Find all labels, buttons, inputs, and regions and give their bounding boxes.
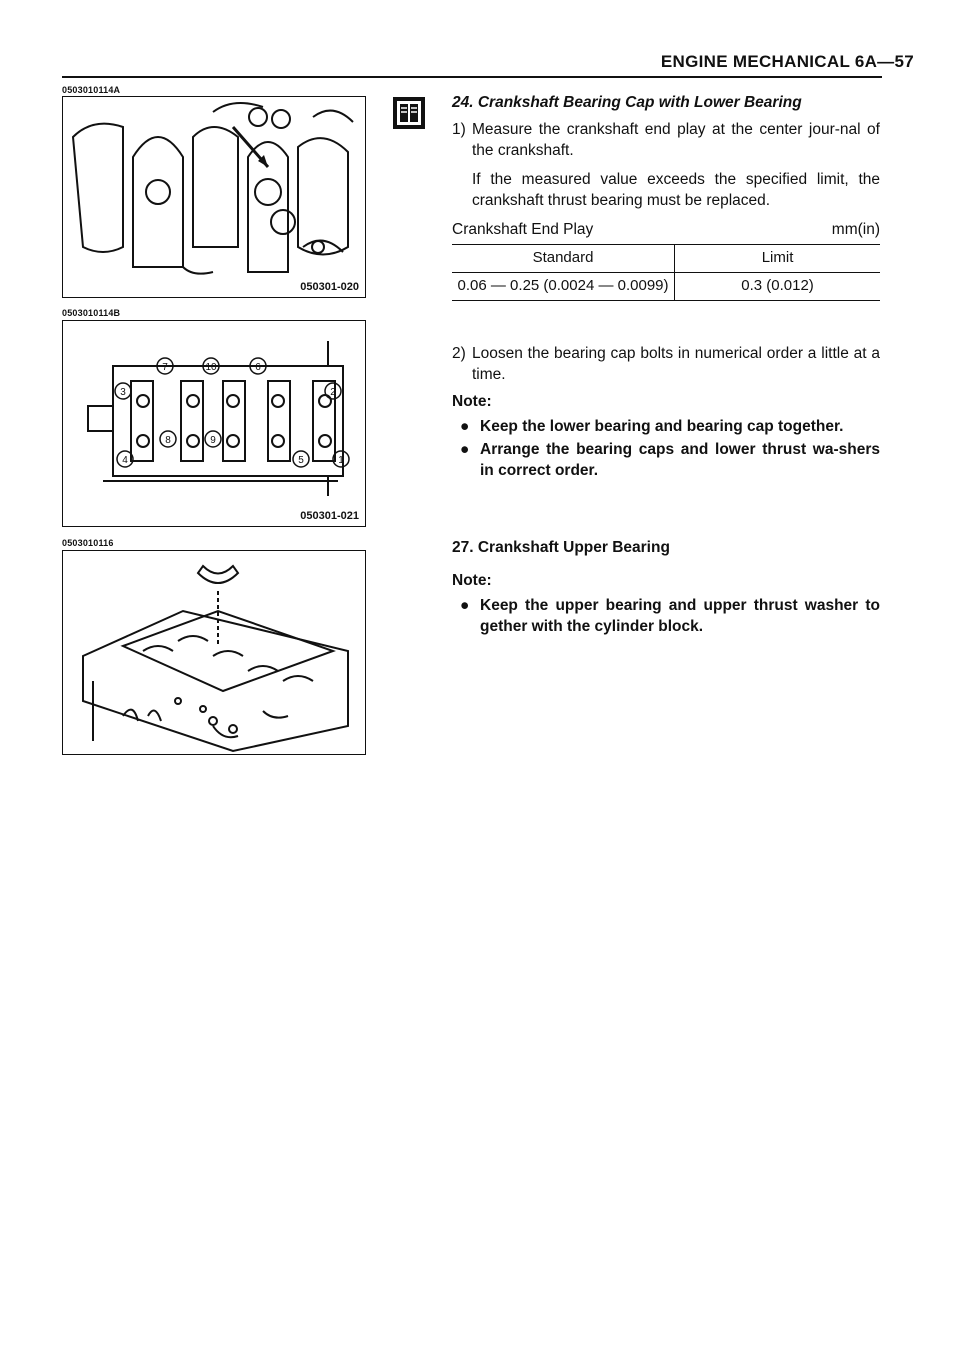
- list-item: ● Keep the upper bearing and upper thrust washer to gether with the cylinder block.: [452, 595, 880, 637]
- bolt-label-5: 5: [298, 455, 304, 466]
- figure-2-code: 050301-021: [300, 510, 359, 522]
- section-24-notes: [452, 416, 880, 481]
- figure-1: [62, 96, 366, 298]
- bolt-label-3: 3: [120, 387, 126, 398]
- crankshaft-end-play-illustration: [63, 97, 365, 297]
- step-2-text: Loosen the bearing cap bolts in numerical order a little at a time.: [472, 345, 880, 383]
- procedure-content: [452, 92, 880, 639]
- header-rule: [62, 76, 882, 78]
- section-27-note-label: Note:: [452, 572, 492, 589]
- cylinder-block-upper-bearing-illustration: [63, 551, 365, 754]
- page-header: ENGINE MECHANICAL 6A—57: [660, 52, 914, 71]
- step-1-number: 1): [452, 121, 466, 138]
- figure-3-ref: 0503010116: [62, 538, 114, 548]
- table-header-limit: Limit: [761, 249, 794, 266]
- step-2: [452, 343, 880, 385]
- table-header-standard: Standard: [452, 245, 675, 273]
- step-1-text: Measure the crankshaft end play at the center jour-nal of the crankshaft.: [472, 121, 880, 159]
- section-27-notes: [452, 595, 880, 637]
- bearing-cap-bolt-order-diagram: [63, 321, 365, 526]
- bolt-label-1: 1: [338, 455, 344, 466]
- bolt-label-8: 8: [165, 435, 171, 446]
- bullet-icon: ●: [460, 441, 470, 458]
- figure-2-ref: 0503010114B: [62, 308, 121, 318]
- figure-3: [62, 550, 366, 755]
- end-play-table: [452, 244, 880, 301]
- step-1: [452, 119, 880, 161]
- table-cell-standard: 0.06 — 0.25 (0.0024 — 0.0099): [452, 273, 675, 301]
- section-24-note-label: Note:: [452, 393, 492, 410]
- end-play-table-unit: mm(in): [831, 221, 880, 238]
- step-1-paragraph: If the measured value exceeds the specified limit, the crankshaft thrust bearing must be replaced.: [472, 171, 880, 209]
- bolt-label-2: 2: [330, 387, 336, 398]
- bolt-label-10: 10: [205, 362, 217, 373]
- table-cell-limit: 0.3 (0.012): [741, 277, 814, 294]
- bolt-label-9: 9: [210, 435, 216, 446]
- end-play-table-caption: [452, 219, 880, 240]
- bolt-label-7: 7: [162, 362, 168, 373]
- bullet-icon: ●: [460, 597, 470, 614]
- list-item: ● Keep the lower bearing and bearing cap together.: [452, 416, 880, 437]
- figure-2: [62, 320, 366, 527]
- section-24-title: 24. Crankshaft Bearing Cap with Lower Bearing: [452, 94, 802, 111]
- service-manual-icon: [392, 96, 426, 130]
- step-2-number: 2): [452, 345, 466, 362]
- figure-1-code: 050301-020: [300, 281, 359, 293]
- figure-1-ref: 0503010114A: [62, 85, 121, 95]
- bullet-icon: ●: [460, 418, 470, 435]
- bolt-label-4: 4: [122, 455, 128, 466]
- table-row: [452, 273, 880, 301]
- list-item: ● Arrange the bearing caps and lower thrust wa-shers in correct order.: [452, 439, 880, 481]
- end-play-table-title: Crankshaft End Play: [452, 221, 594, 238]
- bolt-label-6: 6: [255, 362, 261, 373]
- section-27-title: 27. Crankshaft Upper Bearing: [452, 539, 670, 556]
